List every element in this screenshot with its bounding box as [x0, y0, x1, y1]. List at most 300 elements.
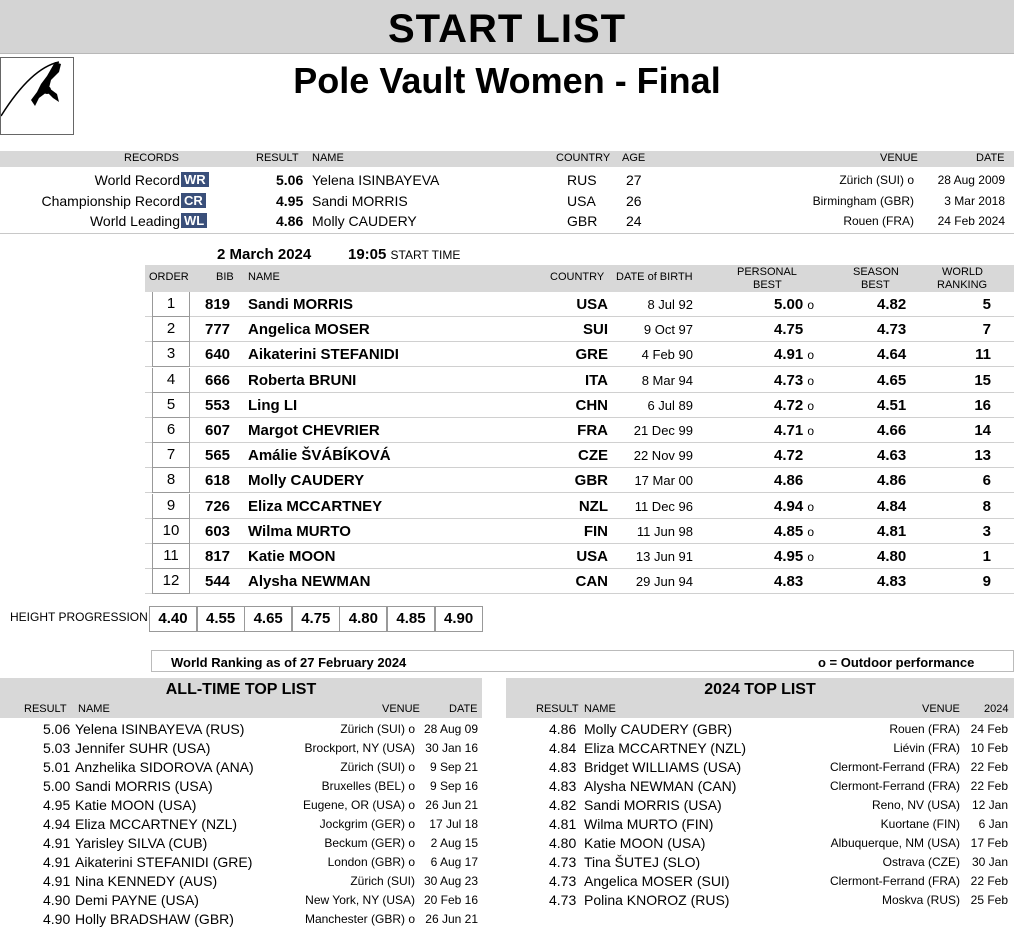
athlete-name: Alysha NEWMAN [248, 573, 371, 591]
order-cell: 12 [152, 569, 190, 594]
bib: 640 [205, 346, 231, 364]
result: 4.90 [43, 892, 71, 908]
date-of-birth: 9 Oct 97 [643, 322, 693, 338]
record-row [0, 170, 1014, 190]
col-pb-2: BEST [753, 279, 782, 291]
result: 4.91 [43, 854, 71, 870]
col-name: NAME [248, 271, 280, 283]
personal-best [774, 321, 803, 338]
col-country: COUNTRY [550, 271, 605, 283]
venue: Moskva (RUS) [881, 893, 960, 907]
list-row [0, 853, 482, 872]
result: 4.73 [549, 854, 577, 870]
result: 4.80 [549, 835, 577, 851]
date-of-birth: 8 Jul 92 [647, 297, 693, 312]
divider [0, 233, 1014, 234]
event-time [348, 246, 460, 263]
outdoor-marker: o [807, 524, 815, 539]
venue: Zürich (SUI) o [340, 722, 415, 736]
record-row [0, 191, 1014, 211]
season-best: 4.81 [877, 522, 907, 540]
date: 10 Feb [970, 741, 1008, 755]
athlete-name: Polina KNOROZ (RUS) [584, 892, 730, 908]
date-of-birth: 4 Feb 90 [641, 347, 693, 363]
startlist-row [145, 443, 1014, 468]
order-cell: 9 [152, 494, 190, 519]
record-code-badge: WR [181, 172, 209, 187]
bib: 726 [205, 497, 231, 515]
season-best: 4.73 [877, 321, 907, 339]
record-result: 5.06 [276, 172, 304, 188]
athlete-name: Jennifer SUHR (USA) [75, 740, 211, 756]
world-ranking: 15 [974, 371, 991, 389]
height-box: 4.75 [292, 606, 340, 632]
date-of-birth: 11 Dec 96 [634, 498, 693, 514]
col-result: RESULT [256, 152, 299, 164]
venue: Zürich (SUI) [350, 874, 415, 888]
list-row [506, 872, 1014, 891]
col-bib: BIB [216, 271, 234, 283]
record-code-badge: CR [181, 193, 206, 208]
order-cell: 5 [152, 393, 190, 418]
venue: Zürich (SUI) o [340, 760, 415, 774]
personal-best [774, 346, 814, 363]
record-name: Yelena ISINBAYEVA [312, 172, 440, 188]
result: 4.82 [549, 797, 577, 813]
list-row [0, 758, 482, 777]
ranking-note: World Ranking as of 27 February 2024 [171, 655, 407, 670]
startlist-row [145, 368, 1014, 393]
order-cell: 3 [152, 342, 190, 367]
date: 6 Jan [978, 817, 1008, 831]
date: 17 Feb [970, 836, 1008, 850]
date: 22 Feb [970, 874, 1008, 888]
season-best: 4.64 [877, 346, 907, 364]
startlist-row [145, 468, 1014, 493]
col-age: AGE [622, 152, 646, 164]
personal-best-value: 4.91 [774, 346, 804, 364]
venue: Jockgrim (GER) o [319, 817, 415, 831]
date: 6 Aug 17 [430, 855, 478, 869]
athlete-name: Anzhelika SIDOROVA (ANA) [75, 759, 254, 775]
record-date: 28 Aug 2009 [937, 173, 1005, 187]
personal-best [774, 523, 814, 540]
order-cell: 2 [152, 317, 190, 342]
world-ranking: 8 [982, 497, 991, 515]
athlete-name: Sandi MORRIS (USA) [75, 778, 213, 794]
athlete-name: Angelica MOSER [248, 321, 370, 339]
col-venue: VENUE [922, 703, 960, 715]
date: 20 Feb 16 [423, 893, 478, 907]
athlete-name: Nina KENNEDY (AUS) [75, 873, 218, 889]
col-sb-1: SEASON [853, 266, 899, 278]
bib: 544 [205, 573, 231, 591]
season-best: 4.51 [877, 396, 907, 414]
outdoor-marker: o [807, 373, 815, 388]
record-code-badge: WL [181, 213, 207, 228]
result: 4.95 [43, 797, 71, 813]
country: NZL [578, 497, 608, 515]
athlete-name: Yarisley SILVA (CUB) [75, 835, 208, 851]
result: 5.06 [43, 721, 71, 737]
country: SUI [582, 321, 608, 339]
date-of-birth: 21 Dec 99 [633, 423, 693, 438]
outdoor-marker: o [807, 348, 815, 363]
date: 30 Jan [971, 855, 1008, 869]
athlete-name: Demi PAYNE (USA) [75, 892, 199, 908]
outdoor-note: o = Outdoor performance [818, 655, 975, 670]
country: FRA [577, 422, 608, 439]
list-row [0, 739, 482, 758]
record-date: 24 Feb 2024 [937, 214, 1005, 228]
col-country: COUNTRY [556, 152, 611, 164]
result: 4.91 [43, 873, 71, 889]
date-of-birth: 22 Nov 99 [633, 448, 693, 464]
date: 22 Feb [970, 760, 1008, 774]
season-header [506, 702, 1014, 718]
season-title: 2024 TOP LIST [506, 678, 1014, 702]
result: 4.84 [549, 740, 577, 756]
record-venue: Birmingham (GBR) [812, 193, 914, 208]
record-age: 27 [626, 172, 642, 188]
athlete-name: Margot CHEVRIER [248, 422, 380, 439]
col-date: 2024 [984, 703, 1009, 715]
col-dob: DATE of BIRTH [616, 271, 693, 283]
col-sb-2: BEST [861, 279, 890, 291]
startlist-header [145, 265, 1014, 292]
list-row [0, 834, 482, 853]
list-row [0, 872, 482, 891]
title-bar [0, 0, 1014, 54]
athlete-name: Roberta BRUNI [248, 371, 357, 389]
venue: Reno, NV (USA) [871, 798, 960, 812]
result: 5.01 [43, 759, 71, 775]
date: 22 Feb [970, 779, 1008, 793]
date-of-birth: 17 Mar 00 [634, 473, 693, 489]
season-best: 4.65 [877, 371, 907, 389]
record-row [0, 211, 1014, 231]
order-cell: 10 [152, 519, 190, 544]
season-best: 4.86 [877, 472, 907, 490]
athlete-name: Eliza MCCARTNEY (NZL) [75, 816, 238, 832]
country: CHN [575, 396, 608, 414]
height-progression-label: HEIGHT PROGRESSION [10, 610, 148, 624]
venue: Kuortane (FIN) [880, 817, 960, 831]
athlete-name: Eliza MCCARTNEY (NZL) [584, 740, 747, 756]
world-ranking: 13 [974, 447, 991, 465]
col-name: NAME [312, 152, 344, 164]
col-venue: VENUE [880, 152, 918, 164]
result: 4.81 [549, 816, 577, 832]
event-date: 2 March 2024 [217, 246, 312, 263]
personal-best [774, 422, 814, 439]
record-country: RUS [567, 172, 597, 188]
world-ranking: 1 [982, 548, 991, 565]
order-cell: 11 [152, 544, 190, 569]
page-title: START LIST [387, 7, 627, 51]
date: 17 Jul 18 [429, 817, 478, 831]
record-age: 26 [626, 192, 642, 209]
record-name: Sandi MORRIS [312, 192, 408, 209]
order-cell: 1 [152, 292, 190, 317]
personal-best [774, 573, 803, 590]
season-best: 4.63 [877, 447, 907, 465]
venue: Beckum (GER) o [324, 836, 415, 850]
venue: Manchester (GBR) o [304, 912, 415, 926]
col-records: RECORDS [124, 152, 180, 164]
outdoor-marker: o [807, 424, 815, 438]
world-ranking: 5 [982, 296, 991, 313]
personal-best [774, 548, 814, 565]
athlete-name: Amálie ŠVÁBÍKOVÁ [248, 447, 391, 465]
list-row [506, 815, 1014, 834]
order-cell: 7 [152, 443, 190, 468]
venue: Clermont-Ferrand (FRA) [829, 760, 960, 774]
athlete-name: Katie MOON (USA) [75, 797, 197, 813]
athlete-name: Wilma MURTO [248, 522, 351, 540]
athlete-name: Yelena ISINBAYEVA (RUS) [75, 721, 245, 737]
startlist-row [145, 418, 1014, 443]
athlete-name: Sandi MORRIS (USA) [584, 797, 722, 813]
athlete-name: Holly BRADSHAW (GBR) [75, 911, 234, 927]
personal-best-value: 4.72 [774, 396, 804, 414]
world-ranking: 3 [982, 522, 991, 540]
record-country: GBR [567, 213, 598, 229]
record-result: 4.86 [276, 213, 304, 229]
startlist-row [145, 393, 1014, 418]
personal-best-value: 4.85 [774, 522, 804, 540]
record-label: World Leading [89, 213, 180, 229]
athlete-name: Angelica MOSER (SUI) [584, 873, 730, 889]
order-cell: 6 [152, 418, 190, 443]
venue: London (GBR) o [327, 855, 415, 869]
venue: Clermont-Ferrand (FRA) [829, 779, 960, 793]
country: GBR [574, 472, 608, 490]
personal-best-value: 4.75 [774, 321, 804, 339]
personal-best-value: 4.71 [774, 422, 804, 439]
col-date: DATE [976, 152, 1005, 164]
athlete-name: Ling LI [248, 396, 298, 414]
record-label: World Record [94, 172, 180, 188]
start-time-label: START TIME [390, 248, 461, 262]
col-name: NAME [78, 703, 110, 715]
startlist-row [145, 494, 1014, 519]
bib: 819 [205, 296, 231, 313]
date: 30 Jan 16 [425, 741, 478, 755]
record-name: Molly CAUDERY [312, 213, 417, 229]
venue: Clermont-Ferrand (FRA) [829, 874, 960, 888]
height-box: 4.90 [435, 606, 483, 632]
personal-best-value: 4.94 [774, 497, 804, 515]
order-cell: 8 [152, 468, 190, 493]
record-date: 3 Mar 2018 [944, 193, 1005, 208]
col-date: DATE [449, 703, 478, 715]
list-row [0, 796, 482, 815]
world-ranking: 7 [982, 321, 991, 339]
result: 4.73 [549, 873, 577, 889]
record-country: USA [567, 192, 596, 209]
alltime-header [0, 702, 482, 718]
list-row [0, 777, 482, 796]
personal-best [774, 397, 814, 414]
bib: 618 [205, 472, 231, 490]
record-age: 24 [626, 213, 642, 229]
athlete-name: Bridget WILLIAMS (USA) [584, 759, 742, 775]
venue: New York, NY (USA) [305, 893, 415, 907]
record-venue: Rouen (FRA) [843, 214, 914, 228]
date: 9 Sep 16 [429, 779, 478, 793]
date-of-birth: 29 Jun 94 [635, 574, 693, 590]
venue: Ostrava (CZE) [882, 855, 960, 869]
result: 4.94 [43, 816, 71, 832]
world-ranking: 14 [974, 422, 991, 439]
venue: Bruxelles (BEL) o [321, 779, 415, 793]
athlete-name: Molly CAUDERY (GBR) [584, 721, 733, 737]
outdoor-marker: o [807, 550, 815, 564]
personal-best [774, 447, 803, 464]
list-row [506, 777, 1014, 796]
personal-best [774, 498, 814, 515]
record-label: Championship Record [41, 192, 180, 209]
order-cell: 4 [152, 368, 190, 393]
startlist-row [145, 519, 1014, 544]
country: CZE [578, 447, 608, 465]
bib: 777 [205, 321, 231, 339]
records-header [0, 151, 1014, 167]
col-rank-2: RANKING [937, 279, 988, 291]
bib: 607 [205, 422, 231, 439]
result: 4.83 [549, 759, 577, 775]
athlete-name: Eliza MCCARTNEY [248, 497, 383, 515]
personal-best-value: 4.86 [774, 472, 804, 490]
venue: Eugene, OR (USA) o [302, 798, 415, 812]
outdoor-marker: o [807, 298, 815, 312]
venue: Albuquerque, NM (USA) [830, 836, 960, 850]
athlete-name: Sandi MORRIS [248, 296, 354, 313]
date: 25 Feb [970, 893, 1008, 907]
date: 24 Feb [970, 722, 1008, 736]
personal-best [774, 472, 803, 489]
country: USA [576, 548, 608, 565]
athlete-name: Tina ŠUTEJ (SLO) [584, 854, 701, 870]
list-row [0, 815, 482, 834]
col-venue: VENUE [382, 703, 420, 715]
col-result: RESULT [24, 703, 67, 715]
notes-box [151, 650, 1014, 672]
list-row [506, 834, 1014, 853]
country: ITA [584, 371, 608, 389]
list-row [506, 739, 1014, 758]
record-result: 4.95 [276, 192, 304, 209]
season-best: 4.84 [877, 497, 907, 515]
result: 5.00 [43, 778, 71, 794]
bib: 666 [205, 371, 231, 389]
date-of-birth: 11 Jun 98 [636, 523, 693, 539]
venue: Rouen (FRA) [889, 722, 960, 736]
date: 30 Aug 23 [423, 874, 478, 888]
list-row [506, 720, 1014, 739]
country: CAN [575, 573, 608, 591]
date: 2 Aug 15 [430, 836, 478, 850]
list-row [506, 853, 1014, 872]
bib: 817 [205, 548, 231, 565]
personal-best-value: 4.73 [774, 371, 804, 389]
result: 4.73 [549, 892, 577, 908]
list-row [0, 720, 482, 739]
season-best: 4.80 [877, 548, 907, 565]
athlete-name: Katie MOON (USA) [584, 835, 706, 851]
col-result: RESULT [536, 703, 579, 715]
world-ranking: 9 [982, 573, 991, 591]
date-of-birth: 8 Mar 94 [641, 372, 693, 388]
height-box: 4.40 [149, 606, 197, 632]
athlete-name: Wilma MURTO (FIN) [584, 816, 714, 832]
col-pb-1: PERSONAL [737, 266, 797, 278]
season-best: 4.82 [877, 296, 907, 313]
result: 5.03 [43, 740, 71, 756]
outdoor-marker: o [807, 398, 815, 413]
date: 26 Jun 21 [425, 912, 478, 926]
athlete-name: Katie MOON [248, 548, 336, 565]
list-row [0, 891, 482, 910]
date-of-birth: 6 Jul 89 [647, 397, 693, 413]
season-best: 4.66 [877, 422, 907, 439]
personal-best-value: 4.95 [774, 548, 804, 565]
country: GRE [575, 346, 608, 364]
alltime-title: ALL-TIME TOP LIST [0, 678, 482, 702]
startlist-row [145, 342, 1014, 367]
date: 26 Jun 21 [425, 798, 478, 812]
world-ranking: 16 [974, 396, 991, 414]
date: 12 Jan [971, 798, 1008, 812]
list-row [506, 891, 1014, 910]
list-row [506, 758, 1014, 777]
date: 9 Sep 21 [429, 760, 478, 774]
country: USA [576, 296, 608, 313]
height-box: 4.55 [197, 606, 245, 632]
height-box: 4.80 [339, 606, 387, 632]
athlete-name: Aikaterini STEFANIDI (GRE) [75, 854, 253, 870]
startlist-row [145, 292, 1014, 317]
personal-best-value: 5.00 [774, 296, 804, 313]
bib: 603 [205, 522, 231, 540]
country: FIN [583, 522, 608, 540]
venue: Liévin (FRA) [893, 741, 960, 755]
bib: 565 [205, 447, 231, 465]
outdoor-marker: o [807, 499, 815, 514]
startlist-row [145, 317, 1014, 342]
record-venue: Zürich (SUI) o [839, 173, 914, 187]
world-ranking: 11 [975, 346, 991, 364]
athlete-name: Aikaterini STEFANIDI [248, 346, 399, 364]
venue: Brockport, NY (USA) [304, 741, 415, 755]
personal-best [774, 372, 814, 389]
personal-best [774, 296, 814, 313]
startlist-row [145, 544, 1014, 569]
list-row [506, 796, 1014, 815]
personal-best-value: 4.83 [774, 573, 804, 591]
start-time-value: 19:05 [348, 246, 387, 263]
event-title: Pole Vault Women - Final [293, 60, 721, 101]
result: 4.90 [43, 911, 71, 927]
date-of-birth: 13 Jun 91 [635, 549, 693, 564]
result: 4.91 [43, 835, 71, 851]
list-row [0, 910, 482, 929]
height-box: 4.85 [387, 606, 435, 632]
col-rank-1: WORLD [942, 266, 983, 278]
result: 4.86 [549, 721, 577, 737]
personal-best-value: 4.72 [774, 447, 804, 465]
